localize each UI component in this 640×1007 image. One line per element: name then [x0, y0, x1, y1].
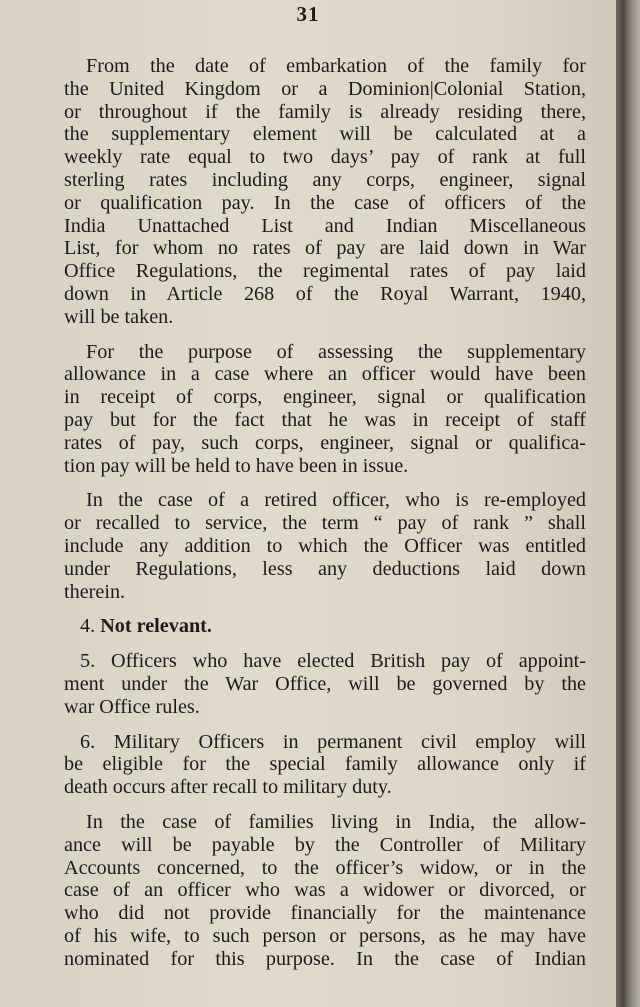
text-line: pay but for the fact that he was in receipt of staff — [64, 408, 586, 431]
text-line: 5. Officers who have elected British pay of appoint- — [80, 650, 586, 673]
text-line: down in Article 268 of the Royal Warrant, 1940, — [64, 282, 586, 305]
text-line: ment under the War Office, will be governed by the — [64, 672, 586, 695]
paragraph-supplementary-allowance — [42, 341, 586, 478]
text-line: 6. Military Officers in permanent civil employ will — [80, 730, 586, 753]
text-line: From the date of embarkation of the family for — [86, 55, 586, 77]
text-line: Accounts concerned, to the officer’s widow, or in the — [64, 856, 586, 879]
text-line: or qualification pay. In the case of officers of the — [64, 191, 586, 214]
text-line: war Office rules. — [64, 695, 200, 718]
text-line: the supplementary element will be calculated at a — [64, 123, 586, 146]
text-line: weekly rate equal to two days’ pay of rank at full — [64, 146, 586, 169]
text-line — [42, 615, 586, 638]
text-line: List, for whom no rates of pay are laid down in War — [64, 237, 586, 260]
item-5 — [42, 650, 586, 718]
text-line: sterling rates including any corps, engineer, signal — [64, 168, 586, 191]
item-4-heading: Not relevant. — [100, 615, 212, 638]
item-6 — [42, 731, 586, 799]
text-line: include any addition to which the Officer was entitled — [64, 534, 586, 557]
text-line: For the purpose of assessing the supplementary — [86, 340, 586, 363]
item-4-number: 4. — [80, 615, 96, 638]
text-line: nominated for this purpose. In the case of Indian — [64, 947, 586, 970]
text-line: In the case of a retired officer, who is re-employed — [86, 489, 586, 512]
text-line: India Unattached List and Indian Miscellaneous — [64, 214, 586, 237]
adjacent-page-edge — [616, 0, 640, 1007]
paragraph-families-in-india — [42, 811, 586, 971]
text-line: or throughout if the family is already residing there, — [64, 100, 586, 123]
text-line: will be taken. — [64, 305, 174, 328]
body-text — [42, 55, 586, 982]
text-line: In the case of families living in India, the allow- — [86, 810, 586, 833]
text-line: under Regulations, less any deductions laid down — [64, 557, 586, 580]
text-line: ance will be payable by the Controller of Military — [64, 833, 586, 856]
text-line: case of an officer who was a widower or divorced, or — [64, 879, 586, 902]
page-number: 31 — [296, 2, 320, 26]
paragraph-embarkation — [42, 55, 586, 329]
text-line: be eligible for the special family allowance only if — [64, 753, 586, 776]
text-line: death occurs after recall to military duty. — [64, 776, 392, 799]
text-line: or recalled to service, the term “ pay of rank ” shall — [64, 512, 586, 535]
item-4 — [42, 615, 586, 638]
text-line: allowance in a case where an officer would have been — [64, 363, 586, 386]
text-line: in receipt of corps, engineer, signal or qualification — [64, 386, 586, 409]
text-line: of his wife, to such person or persons, as he may have — [64, 924, 586, 947]
paragraph-retired-officer — [42, 489, 586, 603]
text-line: rates of pay, such corps, engineer, signal or qualifica- — [64, 431, 586, 454]
text-line: Office Regulations, the regimental rates of pay laid — [64, 260, 586, 283]
text-line: who did not provide financially for the maintenance — [64, 902, 586, 925]
text-line: the United Kingdom or a Dominion|Colonial Station, — [64, 77, 586, 100]
text-line: therein. — [64, 580, 126, 603]
text-line: tion pay will be held to have been in issue. — [64, 454, 409, 477]
